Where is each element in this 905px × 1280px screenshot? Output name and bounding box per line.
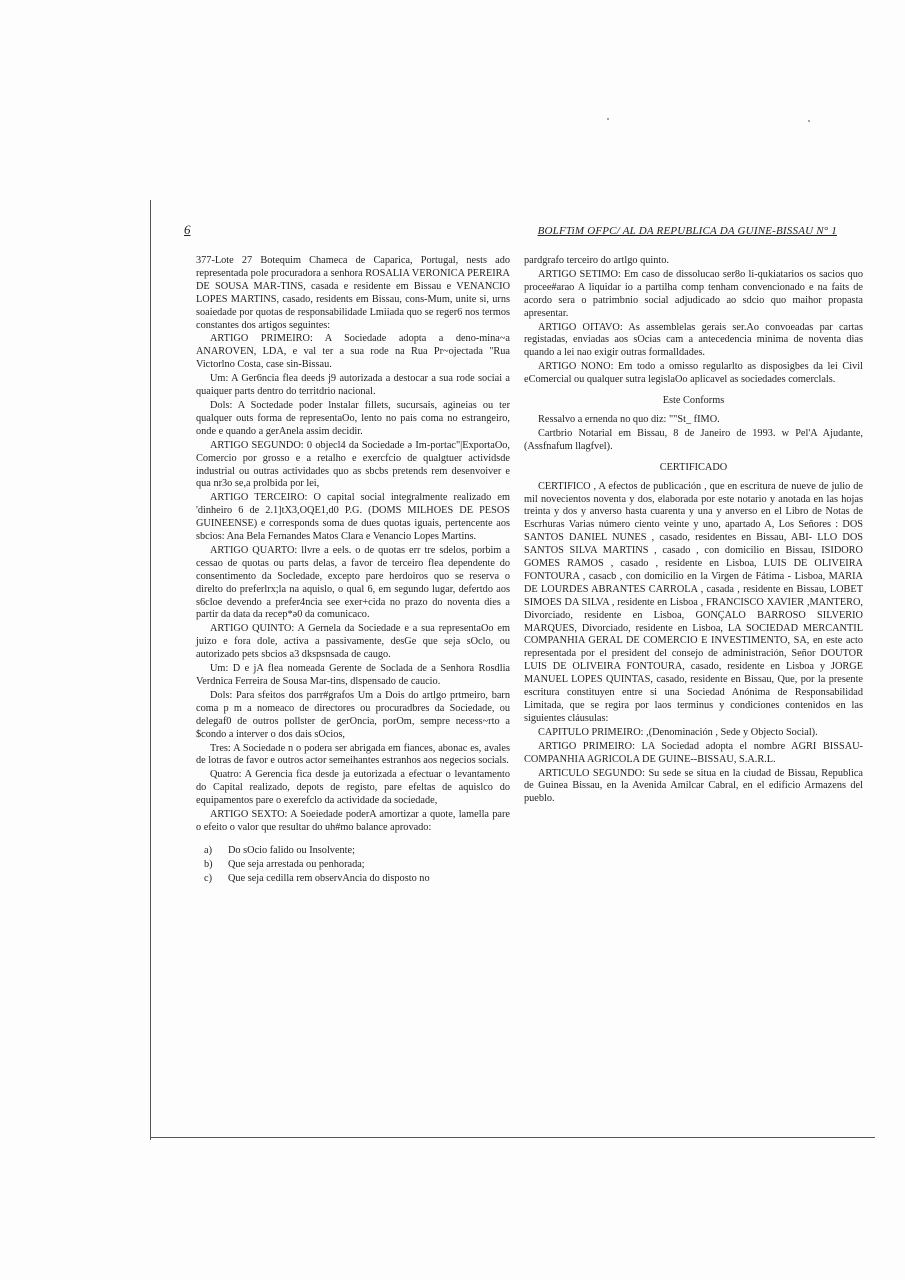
article-paragraph: ARTIGO QUINTO: A Gernela da Sociedade e a sua representaOo em juizo e fora dole, activa a passivamente, desGe que seja sOclo, ou autorizado pets sbcios a3 dkspsnsada de caugo. [196, 623, 510, 661]
article-paragraph: pardgrafo terceiro do artlgo quinto. [524, 255, 669, 266]
bottom-rule [150, 1137, 875, 1138]
list-item-text: Que seja cedilla rem observAncia do disposto no [228, 872, 430, 884]
list-item-label: b) [204, 858, 213, 870]
list-item [204, 845, 510, 858]
article-paragraph: ARTIGO TERCEIRO: O capital social integralmente realizado em 'dinheiro 6 de 2.1]tX3,OQE1,d0 P.G. (DOMS MILHOES DE PESOS GUINEENSE) e corresponds soma de dues quotas iguais, pertencente aos sbcios: Ana Bela Fernandes Matos Clara e Venancio Lopes Martins. [196, 492, 510, 543]
conforms-heading: Este Conforms [662, 395, 725, 407]
article-paragraph: ARTIGO SEGUNDO: 0 objecl4 da Sociedade ə Im-portac"|ExportaOo, Comercio por grosso e a retalho e exercfcio de qualgtuer actividsde industrial ou outras actividades quo as sbcbs pretends rem desenvoiver e qua nr3o se,a prolbida por lei, [196, 439, 510, 490]
article-paragraph: ARTIGO NONO: Em todo a omisso regularlto as disposigbes da lei Civil eComercial ou qualquer sutra legislaOo aplicavel as sociedades comerclals. [524, 361, 863, 386]
article-paragraph: ARTIGO QUARTO: llvre a eels. o de quotas err tre sdelos, porbim a cessao de quotas ou parts delas, a favor de terceiro flea dependente do consentimento da Socledade, excepto pare herdoiros quo se reserva o direlto do preferlrx;la na aquislo, o qual 6, em segundo lugar, defertdo aos s6cloe devendo a prefer4ncia see exer+cida no prazo do noventa dies a partir da data da recep*ə0 da comunicaco. [196, 544, 510, 621]
list-item-text: Do sOcio falido ou Insolvente; [228, 844, 355, 856]
amortization-list [196, 845, 510, 886]
certificado-paragraph: CAPITULO PRIMEIRO: ,(Denominación , Sede y Objecto Social). [538, 726, 818, 738]
article-paragraph: Um: A Ger6ncia flea deeds j9 autorizada a destocar a sua rode sociai a quaiquer parts dentro do territdrio nacional. [196, 373, 510, 398]
page-number: 6 [184, 222, 191, 237]
left-column [196, 255, 510, 887]
list-item-label: a) [204, 844, 212, 856]
list-item-label: c) [204, 872, 212, 884]
list-item-text: Que seja arrestada ou penhorada; [228, 858, 365, 870]
article-paragraph: ARTIGO SETIMO: Em caso de dissolucao ser8o li-qukiatarios os sacios quo procee#arao A liquidar io a partilha comp tenham convencionado e na faits de acordo sera o patrimbnio social adjudicado ao sdcio quo maihor propasta apresentar. [524, 268, 863, 319]
list-item [204, 859, 510, 872]
certificado-paragraph: CERTIFICO , A efectos de publicación , que en escritura de nueve de julio de mil novecientos noventa y dos, elaborada por este notario y anotada en las hojas treinta y dos y anverso hasta cuarenta y una y anverso en el Libro de Notas de Escrhuras Varias número ciento veinte y uno, apartado A, Los Señores : DOS SANTOS DANIEL NUNES , casado, residentes en Bissau, ABI- LLO DOS SANTOS SILVA MARTINS , casado , con domicilio en Bissau, ISIDORO GOMES RAMOS , casado , residente en Lisboa, LUIS DE OLIVEIRA FONTOURA , casacb , con domicilio en la Virgen de Fátima - Lisboa, MARIA DE LOURDES ABRANTES CARROLA , casada , residente en Bissau, LOBET SIMOES DA SILVA , residente en Lisboa , FRANCISCO XAVIER ,MANTERO, Divorciado, residente en Lisboa, GONÇALO BARROSO SILVERIO MARQUES, Divorciado, residente en Lisboa, LA SOCIEDAD MERCANTIL COMPANHIA GERAL DE COMERCIO E INVESTIMENTO, SA, en este acto representada por el president del consejo de administración, Señor DOUTOR LUIS DE OLIVEIRA FONTOURA, casado, residente en Lisboa y JORGE MANUEL LOPES QUINTAS, casado, residente en Bissau, Que, por la presente escritura constituyen entre si una Sociedad Anónima de Responsabilidad Limitada, que se regira por laos terminus y condiciones contenidos en las siguientes cláusulas: [524, 480, 863, 724]
certificado-paragraph: ARTIGO PRIMEIRO: LA Sociedad adopta el nombre AGRI BISSAU-COMPANHIA AGRICOLA DE GUINE--BISSAU, S.A.R.L. [524, 740, 863, 765]
notary-paragraph: Cartbrio Notarial em Bissau, 8 de Janeiro de 1993. w Pel'A Ajudante, (Assfnafum llagfvel). [524, 427, 863, 452]
article-paragraph: ARTIGO OITAVO: As assemblelas gerais ser.Ao convoeadas par cartas registadas, enviadas aos sOcias cam a antecedencia minima de noventa dias quando a lei nao exigir outras formalldades. [524, 321, 863, 359]
bulletin-title: BOLFTiM OFPC/ AL DA REPUBLICA DA GUINE-BISSAU N° 1 [537, 225, 837, 237]
certificado-paragraph: ARTICULO SEGUNDO: Su sede se situa en la ciudad de Bissau, Republica de Guinea Bissau, en la Avenida Amilcar Cabral, en el edificio Armazens del pueblo. [524, 767, 863, 805]
article-paragraph: Dols: Para sfeitos dos parr#grafos Um a Dois do artlgo prtmeiro, barn coma p m a nomeaco de directores ou procuradbres da Sociedade, ou delegaf0 de outros pollster de gerOncia, porOm, sempre necess~rto a $condo a interver o dos dais sOcios, [196, 689, 510, 740]
scan-speck [607, 118, 609, 120]
scan-speck [808, 120, 810, 122]
certificado-heading: CERTIFICADO [659, 461, 728, 473]
intro-paragraph: 377-Lote 27 Botequim Chameca de Caparica, Portugal, nests ado representada pole procuradora a senhora ROSALIA VERONICA PEREIRA DE SOUSA MAR-TINS, casada e residente em Bissau e VENANCIO LOPES MARTINS, casado, residents em Bissau, cons-Mum, unite si, urns soaiedade por quotas de responsabilidade Lmiiada quo se reger6 nos termos constantes dos artigos seguintes: [196, 255, 510, 331]
list-item [204, 873, 510, 886]
article-paragraph: Um: D e jA flea nomeada Gerente de Soclada de a Senhora Rosdlia Verdnica Ferreira de Sousa Mar-tins, dlspensado de caucio. [196, 663, 510, 687]
article-paragraph: ARTIGO PRIMEIRO: A Sociedade adopta a deno-mina~a ANAROVEN, LDA, e val ter a sua rode na Rua Pr~ojectada "Rua Victorlno Costa, case sin-Bissau. [196, 333, 510, 371]
article-paragraph: Quatro: A Gerencia fica desde ja eutorizada a efectuar o levantamento do Capital realizado, depots de registo, pare efeltas de aquislco do equipamentos pare o exerefclo da actividade da sociedade, [196, 769, 510, 807]
article-paragraph: Tres: A Sociedade n o podera ser abrigada em fiances, abonac es, avales de lotras de favor e outros actor semeihantes estranhos aos negecios socials. [196, 742, 510, 767]
article-paragraph: Dols: A Soctedade poder lnstalar fillets, sucursais, agineias ou ter qualquer outs forma de representaOo, lento no pais coma no estrangeiro, onde e quando a gerAnela assim decidir. [196, 399, 510, 437]
left-margin-rule [150, 200, 151, 1140]
notary-paragraph: Ressalvo a ernenda no quo diz: ""St_ fIMO. [538, 413, 720, 425]
right-column [524, 255, 863, 807]
article-paragraph: ARTIGO SEXTO: A Soeiedade poderA amortizar a quote, lamella pare o efeito o valor que resultar do uh#mo balance aprovado: [196, 809, 510, 833]
